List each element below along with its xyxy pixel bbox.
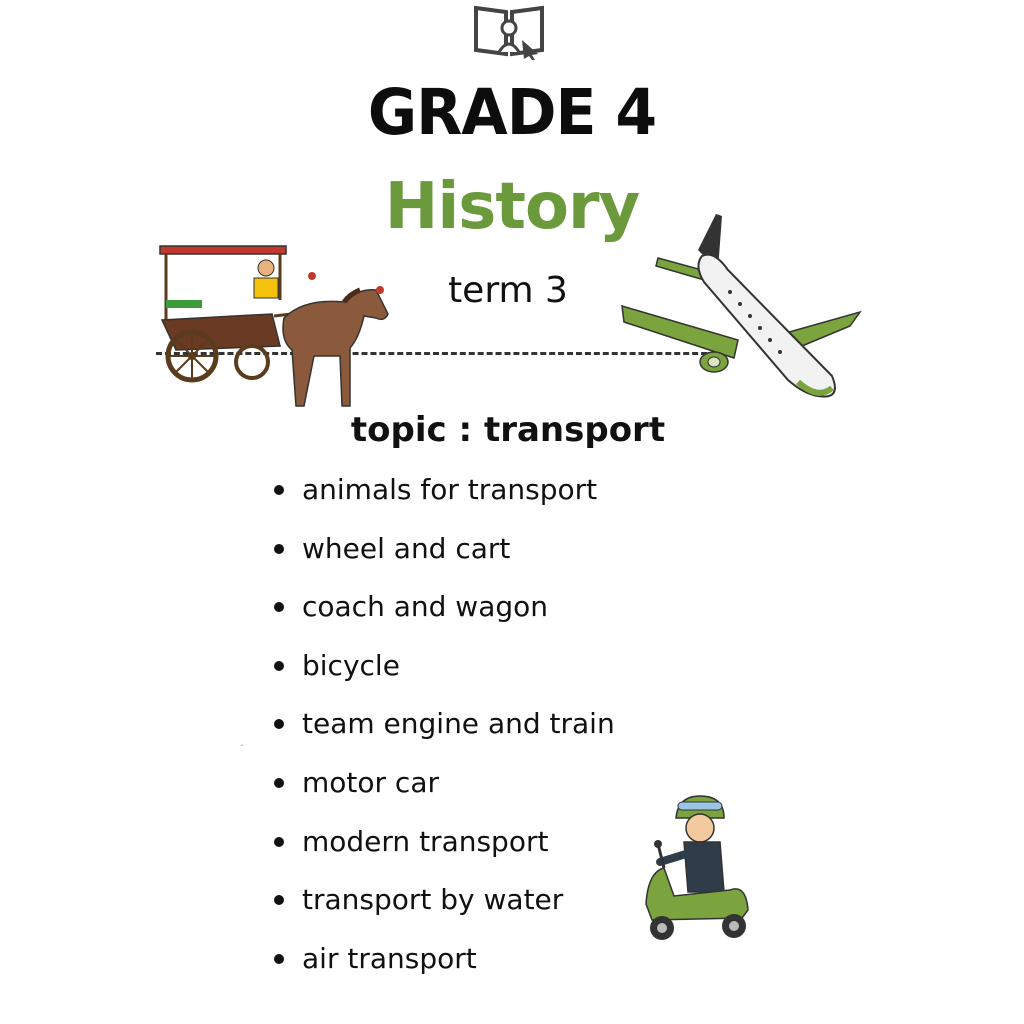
list-item: [272, 761, 615, 820]
bullet-icon: [274, 954, 284, 964]
list-item: [272, 644, 615, 703]
open-book-reader-icon: [472, 2, 546, 60]
list-item: [272, 585, 615, 644]
term-label: term 3: [448, 270, 568, 311]
list-item-label: modern transport: [302, 824, 549, 858]
scooter-rider-illustration: [638, 792, 756, 944]
list-item: [272, 820, 615, 879]
list-item: [272, 468, 615, 527]
airplane-illustration: [618, 210, 866, 410]
bullet-icon: [274, 602, 284, 612]
topic-heading: topic : transport: [350, 410, 666, 450]
list-item-label: bicycle: [302, 648, 400, 682]
bullet-icon: [274, 661, 284, 671]
topic-list: [272, 468, 615, 995]
bullet-icon: [274, 895, 284, 905]
list-item: [272, 702, 615, 761]
horse-carriage-illustration: [154, 238, 394, 414]
list-item-label: coach and wagon: [302, 590, 549, 624]
list-item-label: animals for transport: [302, 473, 598, 506]
list-item: [272, 878, 615, 937]
list-item-label: air transport: [302, 941, 477, 975]
list-item-label: motor car: [302, 765, 439, 799]
bullet-icon: [274, 544, 284, 554]
list-item-label: transport by water: [302, 883, 564, 917]
list-item: [272, 527, 615, 586]
list-item-label: wheel and cart: [302, 531, 511, 565]
bullet-icon: [274, 778, 284, 788]
list-item-label: team engine and train: [302, 707, 615, 741]
subject-title: History: [384, 170, 640, 244]
grade-title: GRADE 4: [367, 76, 657, 150]
stray-mark: ¨: [240, 744, 244, 753]
bullet-icon: [274, 719, 284, 729]
list-item: [272, 937, 615, 996]
bullet-icon: [274, 837, 284, 847]
bullet-icon: [274, 485, 284, 495]
